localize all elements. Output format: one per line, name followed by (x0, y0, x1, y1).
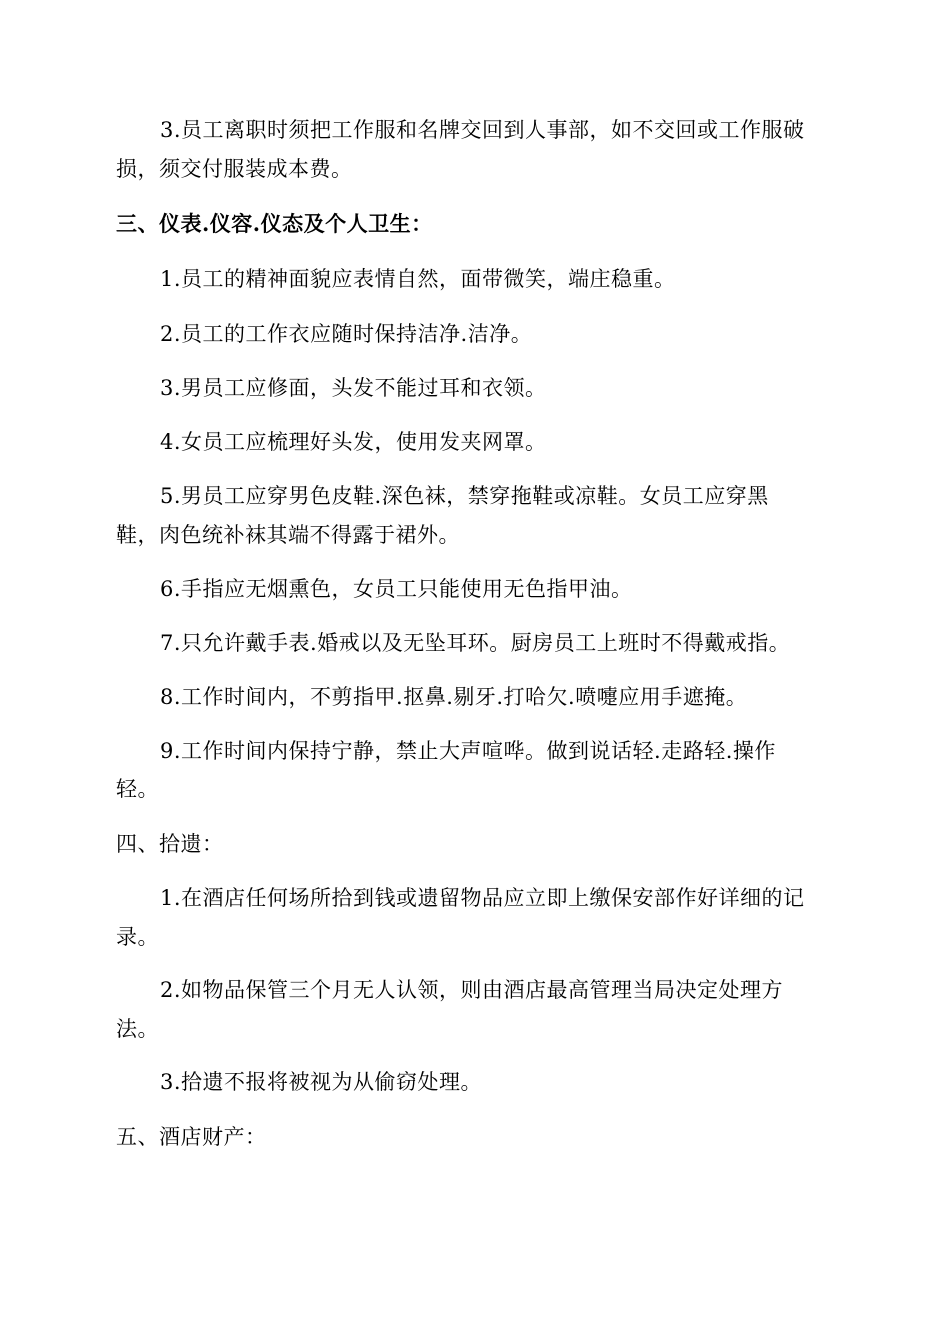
paragraph-line: 4.女员工应梳理好头发，使用发夹网罩。 (160, 430, 547, 454)
paragraph-line: 2.如物品保管三个月无人认领，则由酒店最高管理当局决定处理方 (160, 978, 784, 1002)
section-heading: 五、酒店财产： (116, 1125, 267, 1149)
paragraph-line: 1.在酒店任何场所拾到钱或遗留物品应立即上缴保安部作好详细的记 (160, 886, 805, 910)
paragraph-line: 7.只允许戴手表.婚戒以及无坠耳环。厨房员工上班时不得戴戒指。 (160, 631, 791, 655)
paragraph-line: 轻。 (116, 777, 159, 801)
paragraph-line: 5.男员工应穿男色皮鞋.深色袜，禁穿拖鞋或凉鞋。女员工应穿黑 (160, 484, 769, 508)
paragraph-line: 损，须交付服装成本费。 (116, 157, 353, 181)
paragraph-line: 法。 (116, 1017, 159, 1041)
paragraph-line: 3.男员工应修面，头发不能过耳和衣领。 (160, 376, 547, 400)
paragraph-line: 9.工作时间内保持宁静，禁止大声喧哗。做到说话轻.走路轻.操作 (160, 739, 776, 763)
section-heading: 四、拾遗： (116, 832, 224, 856)
section-heading: 三、仪表.仪容.仪态及个人卫生： (116, 211, 433, 236)
paragraph-line: 6.手指应无烟熏色，女员工只能使用无色指甲油。 (160, 577, 633, 601)
paragraph-line: 鞋，肉色统补袜其端不得露于裙外。 (116, 523, 460, 547)
paragraph-line: 2.员工的工作衣应随时保持洁净.洁净。 (160, 322, 533, 346)
paragraph-line: 3.拾遗不报将被视为从偷窃处理。 (160, 1070, 483, 1094)
paragraph-line: 1.员工的精神面貌应表情自然，面带微笑，端庄稳重。 (160, 267, 676, 291)
paragraph-line: 8.工作时间内，不剪指甲.抠鼻.剔牙.打哈欠.喷嚏应用手遮掩。 (160, 685, 748, 709)
paragraph-line: 录。 (116, 925, 159, 949)
paragraph-line: 3.员工离职时须把工作服和名牌交回到人事部，如不交回或工作服破 (160, 118, 805, 142)
